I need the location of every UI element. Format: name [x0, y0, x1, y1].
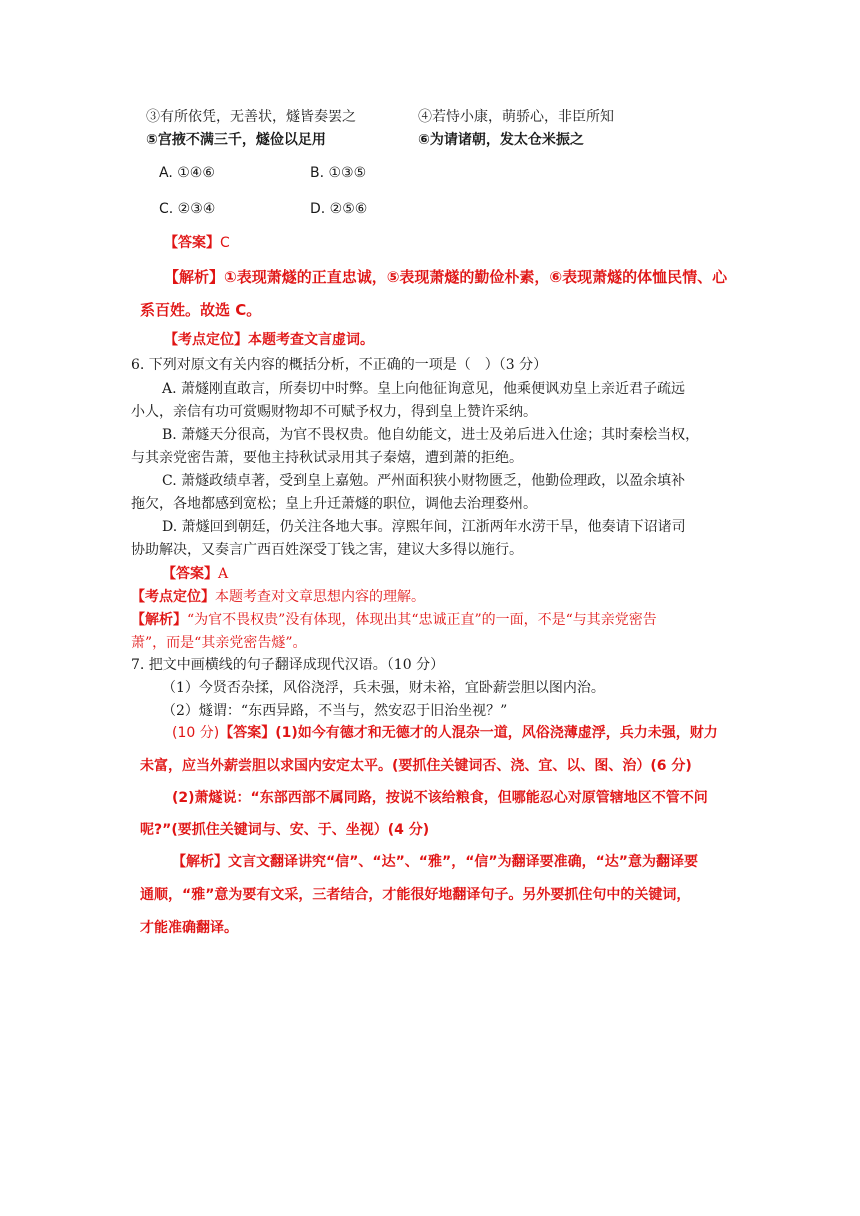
q6-stem: 6. 下列对原文有关内容的概括分析，不正确的一项是（ ）（3 分） — [131, 357, 548, 373]
q5-item-6: ⑥为请诸朝，发太仓米振之 — [418, 132, 584, 148]
q6-answer-tag: 【答案】 — [162, 566, 218, 582]
q5-answer-value: C — [220, 235, 230, 251]
q6-kaodian-tag: 【考点定位】 — [131, 589, 215, 605]
q6-option-b-line2: 与其亲党密告萧，要他主持秋试录用其子秦熺，遭到萧的拒绝。 — [131, 450, 523, 466]
q6-option-d-line1: D. 萧燧回到朝廷，仍关注各地大事。淳熙年间，江浙两年水涝干旱，他奏请下诏诸司 — [162, 519, 686, 535]
q7-analysis-text1: 文言文翻译讲究“信”、“达”、“雅”，“信”为翻译要准确，“达”意为翻译要 — [228, 854, 699, 870]
q7-answer-tag: 【答案】 — [219, 725, 276, 741]
q5-kaodian-tag: 【考点定位】 — [164, 332, 248, 348]
q5-answer-tag: 【答案】 — [164, 235, 220, 251]
q7-answer1-line2: 未富，应当外薪尝胆以求国内安定太平。(要抓住关键词否、浇、宜、以、图、治）(6 分) — [140, 758, 692, 774]
q5-kaodian-text: 本题考查文言虚词。 — [248, 332, 374, 348]
q7-analysis-line1 — [172, 852, 698, 872]
q7-stem: 7. 把文中画横线的句子翻译成现代汉语。（10 分） — [131, 657, 445, 673]
q6-analysis-line2: 萧”，而是“其亲党密告燧”。 — [131, 635, 307, 651]
q5-option-a: A. ①④⑥ — [159, 165, 215, 181]
q7-answer2-line2: 呢?”(要抓住关键词与、安、于、坐视）(4 分) — [140, 822, 430, 838]
q6-option-d-line2: 协助解决，又奏言广西百姓深受丁钱之害，建议大多得以施行。 — [131, 542, 523, 558]
q6-option-a-line1: A. 萧燧刚直敢言，所奏切中时弊。皇上向他征询意见，他乘便讽劝皇上亲近君子疏远 — [162, 381, 686, 397]
q5-item-4: ④若恃小康，萌骄心，非臣所知 — [418, 109, 614, 125]
q6-option-c-line1: C. 萧燧政绩卓著，受到皇上嘉勉。严州面积狭小财物匮乏，他勤俭理政，以盈余填补 — [162, 473, 686, 489]
q5-analysis-text1: ①表现萧燧的正直忠诚，⑤表现萧燧的勤俭朴素，⑥表现萧燧的体恤民情、心 — [224, 268, 728, 286]
q6-option-a-line2: 小人，亲信有功可赏赐财物却不可赋予权力，得到皇上赞许采纳。 — [131, 404, 537, 420]
q6-analysis-line1 — [131, 610, 657, 630]
q5-analysis-line2: 系百姓。故选 C。 — [140, 301, 262, 319]
q7-answer1-text1: (1)如今有德才和无德才的人混杂一道，风俗浇薄虚浮，兵力未强，财力 — [275, 725, 718, 741]
q7-answer2-line1: (2)萧燧说：“东部西部不属同路，按说不该给粮食，但哪能忍心对原管辖地区不管不问 — [172, 790, 708, 806]
q6-option-b-line1: B. 萧燧天分很高，为官不畏权贵。他自幼能文，进士及弟后进入仕途；其时秦桧当权， — [162, 427, 700, 443]
q5-analysis-line1 — [164, 266, 727, 288]
q7-analysis-line2: 通顺，“雅”意为要有文采，三者结合，才能很好地翻译句子。另外要抓住句中的关键词， — [140, 887, 691, 903]
q5-option-b: B. ①③⑤ — [310, 165, 367, 181]
q5-kaodian — [164, 330, 374, 350]
q6-kaodian — [131, 587, 425, 607]
q5-answer — [164, 233, 230, 253]
q6-analysis-tag: 【解析】 — [131, 612, 187, 628]
q6-analysis-text1: “为官不畏权贵”没有体现，体现出其“忠诚正直”的一面，不是“与其亲党密告 — [187, 612, 657, 628]
q5-item-3: ③有所依凭，无善状，燧皆奏罢之 — [146, 109, 356, 125]
q7-sentence-2: （2）燧谓：“东西异路，不当与，然安忍于旧治坐视？” — [162, 703, 508, 719]
q6-kaodian-text: 本题考查对文章思想内容的理解。 — [215, 589, 425, 605]
q5-option-c: C. ②③④ — [159, 201, 216, 217]
q7-sentence-1: （1）今贤否杂揉，风俗浇浮，兵未强，财未裕，宜卧薪尝胆以图内治。 — [162, 680, 605, 696]
q5-analysis-tag: 【解析】 — [164, 268, 225, 286]
q7-analysis-line3: 才能准确翻译。 — [140, 920, 238, 936]
q5-option-d: D. ②⑤⑥ — [310, 201, 368, 217]
q6-answer-value: A — [218, 566, 229, 582]
q6-option-c-line2: 拖欠，各地都感到宽松；皇上升迁萧燧的职位，调他去治理婺州。 — [131, 496, 537, 512]
q5-item-5: ⑤宫掖不满三千，燧俭以足用 — [146, 132, 326, 148]
q7-answer-prefix: (10 分) — [172, 725, 220, 741]
q7-answer-line1 — [172, 723, 718, 743]
q7-analysis-tag: 【解析】 — [172, 854, 228, 870]
q6-answer — [162, 564, 228, 584]
